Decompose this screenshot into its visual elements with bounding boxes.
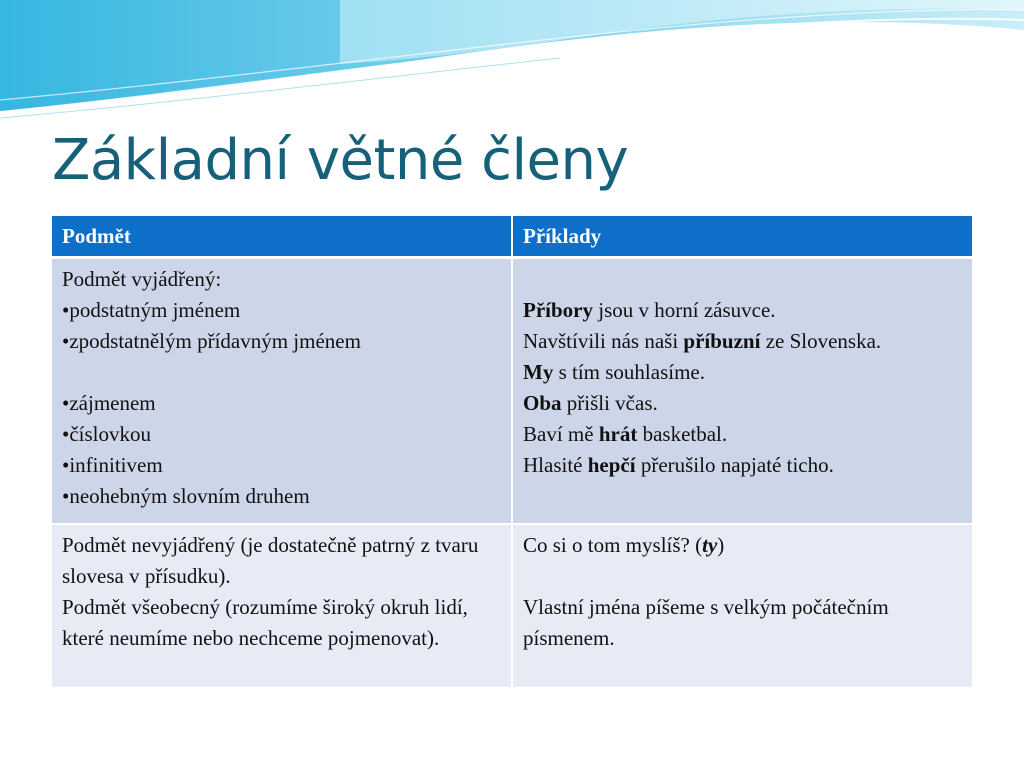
example-text: Baví mě (523, 422, 599, 446)
example-text: Co si o tom myslíš? ( (523, 533, 703, 557)
list-item: •číslovkou (62, 422, 152, 446)
example-text: s tím souhlasíme. (553, 360, 705, 384)
table-row (52, 524, 972, 688)
example-subject: příbuzní (683, 329, 761, 353)
spacer (62, 357, 501, 388)
subject-table (52, 216, 972, 689)
example-line (523, 326, 962, 357)
list-item: •zpodstatnělým přídavným jménem (62, 329, 361, 353)
example-subject: ty (702, 533, 718, 557)
table-header-row (52, 216, 972, 258)
general-subject-text: Podmět všeobecný (rozumíme široký okruh lidí, které neumíme nebo nechceme pojmenovat). (62, 595, 468, 650)
example-subject: My (523, 360, 554, 384)
header-wave-decoration (0, 0, 1024, 130)
example-line (523, 357, 962, 388)
header-examples: Příklady (512, 216, 972, 258)
unexpressed-subject-cell (52, 524, 512, 688)
list-item: •zájmenem (62, 391, 156, 415)
example-line (523, 450, 962, 481)
example-subject: hrát (598, 422, 638, 446)
example-line (523, 388, 962, 419)
example-line (523, 419, 962, 450)
example-text: přerušilo napjaté ticho. (635, 453, 834, 477)
example-line (523, 530, 962, 561)
example-text: ) (717, 533, 725, 557)
expressed-subject-intro: Podmět vyjádřený: (62, 267, 222, 291)
unexpressed-subject-text: Podmět nevyjádřený (je dostatečně patrný z tvaru slovesa v přísudku). (62, 533, 479, 588)
example-text: Navštívili nás naši (523, 329, 684, 353)
slide-title: Základní větné členy (52, 128, 629, 193)
example-text: Hlasité (523, 453, 588, 477)
header-subject: Podmět (52, 216, 512, 258)
list-item: •podstatným jménem (62, 298, 241, 322)
list-item: •infinitivem (62, 453, 163, 477)
example-text: ze Slovenska. (760, 329, 882, 353)
table-row (52, 258, 972, 525)
proper-names-note: Vlastní jména píšeme s velkým počátečním písmenem. (523, 595, 889, 650)
expressed-subject-cell (52, 258, 512, 525)
example-subject: Oba (523, 391, 562, 415)
spacer (523, 561, 962, 592)
example-text: přišli včas. (561, 391, 658, 415)
expressed-examples-cell (512, 258, 972, 525)
example-subject: Příbory (523, 298, 593, 322)
unexpressed-examples-cell (512, 524, 972, 688)
list-item: •neohebným slovním druhem (62, 484, 310, 508)
example-subject: hepčí (587, 453, 636, 477)
example-line (523, 295, 962, 326)
example-text: jsou v horní zásuvce. (592, 298, 776, 322)
spacer (523, 264, 962, 295)
example-text: basketbal. (637, 422, 728, 446)
